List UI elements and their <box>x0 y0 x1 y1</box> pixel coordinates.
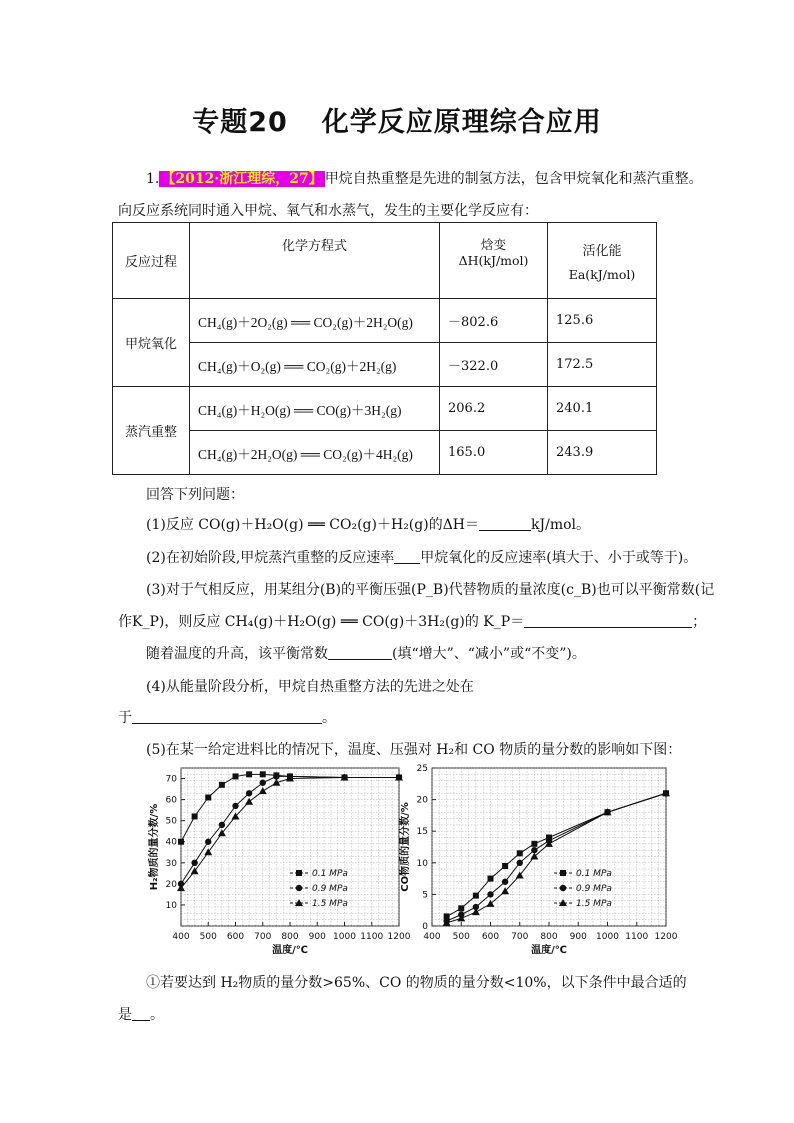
equation-row-2: CH₄(g)＋O₂(g) ══ CO₂(g)＋2H₂(g) <box>190 343 440 387</box>
dh-row-1: －802.6 <box>440 299 548 343</box>
h2-y-tick-label: 20 <box>165 879 177 890</box>
ea-row-4: 243.9 <box>548 431 657 475</box>
h2-data-point <box>260 780 266 786</box>
co-data-point <box>517 860 523 866</box>
co-y-axis-label: CO物质的量分数/% <box>400 802 411 892</box>
co-data-point <box>531 841 537 847</box>
header-enthalpy: 焓变ΔH(kJ/mol) <box>440 223 548 299</box>
h2-y-tick-label: 10 <box>165 900 177 911</box>
h2-x-axis-label: 温度/℃ <box>272 945 308 956</box>
question-4-line2: 于 。 <box>118 710 336 726</box>
question-4-line1: (4)从能量阶段分析，甲烷自热重整方法的先进之处在 <box>146 679 474 695</box>
h2-x-tick-label: 600 <box>226 932 245 942</box>
h2-data-point <box>246 771 252 777</box>
group-steam-reforming: 蒸汽重整 <box>113 387 190 475</box>
h2-y-tick-label: 40 <box>165 837 177 848</box>
h2-y-tick-label: 30 <box>165 858 177 869</box>
co-x-tick-label: 800 <box>540 932 558 942</box>
question-5: (5)在某一给定进料比的情况下，温度、压强对 H₂和 CO 物质的量分数的影响如下图： <box>146 742 682 758</box>
question-5-1-line1: ①若要达到 H₂物质的量分数>65%、CO 的物质的量分数<10%，以下条件中最合适的 <box>146 975 687 991</box>
answer-blank-2[interactable] <box>394 549 420 564</box>
h2-legend-label-1: 0.9 MPa <box>312 884 348 894</box>
equation-row-4: CH₄(g)＋2H₂O(g) ══ CO₂(g)＋4H₂(g) <box>190 431 440 475</box>
question-3-line2: 作K_P)，则反应 CH₄(g)＋H₂O(g) ══ CO(g)＋3H₂(g)的 K_P＝ ； <box>118 614 707 630</box>
co-x-tick-label: 1100 <box>625 932 649 942</box>
answer-blank-4[interactable] <box>328 645 392 660</box>
h2-x-tick-label: 500 <box>199 932 217 942</box>
ea-row-3: 240.1 <box>548 387 657 431</box>
co-x-tick-label: 1200 <box>654 932 678 942</box>
h2-data-point <box>191 860 197 866</box>
h2-legend-label-2: 1.5 MPa <box>312 899 348 909</box>
co-data-point <box>488 876 494 882</box>
dh-row-3: 206.2 <box>440 387 548 431</box>
answer-blank-3[interactable] <box>524 613 692 628</box>
h2-x-tick-label: 900 <box>308 932 326 942</box>
question-5-1-line2: 是 。 <box>118 1007 164 1023</box>
header-process: 反应过程 <box>113 223 190 299</box>
h2-data-point <box>273 773 279 779</box>
h2-x-tick-label: 400 <box>172 932 190 942</box>
h2-data-point <box>205 839 211 845</box>
equation-row-1: CH₄(g)＋2O₂(g) ══ CO₂(g)＋2H₂O(g) <box>190 299 440 343</box>
header-activation: 活化能 Ea(kJ/mol) <box>548 223 657 299</box>
co-fraction-chart <box>400 760 684 960</box>
co-y-tick-label: 0 <box>422 922 428 932</box>
h2-data-point <box>233 773 239 779</box>
co-legend-label-0: 0.1 MPa <box>576 869 612 879</box>
page-title: 专题20 化学反应原理综合应用 <box>192 107 602 138</box>
h2-x-tick-label: 800 <box>281 932 299 942</box>
source-tag: 【2012·浙江理综，27】 <box>161 171 323 187</box>
h2-data-point <box>219 782 225 788</box>
answer-blank-5[interactable] <box>132 709 322 724</box>
dh-row-2: －322.0 <box>440 343 548 387</box>
co-x-tick-label: 700 <box>511 932 529 942</box>
question-3-line1: (3)对于气相反应，用某组分(B)的平衡压强(P_B)代替物质的量浓度(c_B)也可以平衡常数(记 <box>146 582 715 598</box>
co-x-axis-label: 温度/℃ <box>531 945 567 956</box>
co-data-point <box>458 905 464 911</box>
h2-x-tick-label: 1200 <box>387 932 411 942</box>
answer-blank-6[interactable] <box>132 1006 150 1021</box>
co-x-tick-label: 400 <box>423 932 441 942</box>
h2-fraction-chart <box>145 760 417 960</box>
h2-y-tick-label: 50 <box>165 816 177 827</box>
co-y-tick-label: 20 <box>416 795 428 806</box>
co-x-tick-label: 500 <box>452 932 470 942</box>
co-legend-label-1: 0.9 MPa <box>576 884 612 894</box>
h2-y-tick-label: 70 <box>165 774 177 785</box>
question-intro-line2: 向反应系统同时通入甲烷、氧气和水蒸气，发生的主要化学反应有： <box>118 203 538 219</box>
answer-blank-1[interactable] <box>479 516 531 531</box>
ea-row-1: 125.6 <box>548 299 657 343</box>
header-equation: 化学方程式 <box>190 223 440 299</box>
co-x-tick-label: 1000 <box>596 932 619 942</box>
h2-data-point <box>178 839 184 845</box>
co-data-point <box>487 891 493 897</box>
co-x-tick-label: 600 <box>481 932 500 942</box>
reaction-table <box>112 222 657 475</box>
dh-row-4: 165.0 <box>440 431 548 475</box>
co-data-point <box>517 850 523 856</box>
co-data-point <box>502 879 508 885</box>
co-data-point <box>531 847 537 853</box>
h2-data-point <box>232 803 238 809</box>
co-y-tick-label: 15 <box>416 827 428 838</box>
ea-row-2: 172.5 <box>548 343 657 387</box>
h2-data-point <box>205 794 211 800</box>
question-2: (2)在初始阶段,甲烷蒸汽重整的反应速率 甲烷氧化的反应速率(填大于、小于或等于)。 <box>146 550 698 566</box>
co-legend-marker-0 <box>560 870 566 876</box>
co-y-tick-label: 10 <box>416 858 428 869</box>
answer-prompt: 回答下列问题： <box>146 487 244 503</box>
co-x-tick-label: 900 <box>569 932 587 942</box>
h2-legend-label-0: 0.1 MPa <box>312 869 348 879</box>
co-legend-marker-1 <box>560 885 566 891</box>
h2-data-point <box>260 771 266 777</box>
question-1: (1)反应 CO(g)＋H₂O(g) ══ CO₂(g)＋H₂(g)的ΔH＝ kJ/mol。 <box>146 517 591 533</box>
h2-legend-marker-1 <box>296 885 302 891</box>
co-legend-label-2: 1.5 MPa <box>576 899 612 909</box>
co-y-tick-label: 25 <box>416 764 428 774</box>
h2-legend-marker-0 <box>296 870 302 876</box>
h2-x-tick-label: 700 <box>254 932 272 942</box>
h2-x-tick-label: 1000 <box>333 932 356 942</box>
co-y-tick-label: 5 <box>422 890 428 901</box>
co-data-point <box>502 863 508 869</box>
equation-row-3: CH₄(g)＋H₂O(g) ══ CO(g)＋3H₂(g) <box>190 387 440 431</box>
h2-y-tick-label: 60 <box>165 795 177 806</box>
group-oxidation: 甲烷氧化 <box>113 299 190 387</box>
h2-x-tick-label: 1100 <box>360 932 384 942</box>
co-data-point <box>473 893 479 899</box>
h2-y-axis-label: H₂物质的量分数/% <box>149 803 160 891</box>
h2-data-point <box>246 790 252 796</box>
question-3-line3: 随着温度的升高，该平衡常数 (填“增大”、“减小”或“不变”)。 <box>146 646 586 662</box>
h2-data-point <box>192 813 198 819</box>
question-intro-line1: 1. 【2012·浙江理综，27】 甲烷自热重整是先进的制氢方法，包含甲烷氧化和蒸汽重整。 <box>146 171 703 187</box>
h2-data-point <box>219 822 225 828</box>
